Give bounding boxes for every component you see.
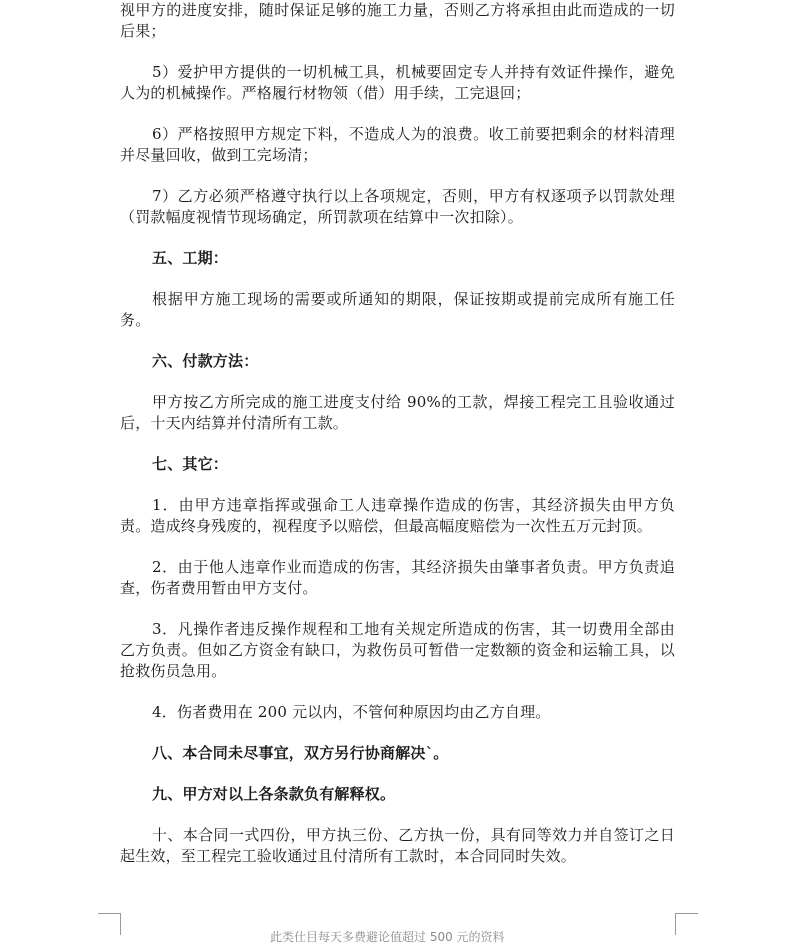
section-heading-other: 七、其它： bbox=[152, 455, 229, 473]
paragraph-continuation: 视甲方的进度安排，随时保证足够的施工力量，否则乙方将承担由此而造成的一切后果； bbox=[120, 1, 675, 40]
section-heading-eight: 八、本合同未尽事宜，双方另行协商解决`。 bbox=[152, 744, 449, 762]
document-body bbox=[120, 0, 675, 867]
section-heading-schedule: 五、工期： bbox=[152, 249, 229, 267]
clause-6: 6）严格按照甲方规定下料，不造成人为的浪费。收工前要把剩余的材料清理并尽量回收，做到工完场清； bbox=[120, 125, 675, 164]
section-heading-payment: 六、付款方法： bbox=[152, 352, 259, 370]
other-item-3: 3．凡操作者违反操作规程和工地有关规定所造成的伤害，其一切费用全部由乙方负责。但如乙方资金有缺口，为救伤员可暂借一定数额的资金和运输工具，以抢救伤员急用。 bbox=[120, 620, 675, 680]
page-corner-mark-left bbox=[98, 913, 121, 935]
schedule-text: 根据甲方施工现场的需要或所通知的期限，保证按期或提前完成所有施工任务。 bbox=[120, 290, 675, 329]
clause-5: 5）爱护甲方提供的一切机械工具，机械要固定专人并持有效证件操作，避免人为的机械操作。严格履行材物领（借）用手续，工完退回； bbox=[120, 63, 675, 102]
section-ten-text: 十、本合同一式四份，甲方执三份、乙方执一份，具有同等效力并自签订之日起生效，至工程完工验收通过且付清所有工款时，本合同同时失效。 bbox=[120, 826, 675, 865]
section-heading-nine: 九、甲方对以上各条款负有解释权。 bbox=[152, 785, 396, 803]
other-item-2: 2．由于他人违章作业而造成的伤害，其经济损失由肇事者负责。甲方负责追查，伤者费用暂由甲方支付。 bbox=[120, 558, 675, 597]
next-page-header-text: 此类仕目每天多费避论值超过 500 元的资料 bbox=[270, 930, 505, 944]
clause-7: 7）乙方必须严格遵守执行以上各项规定，否则，甲方有权逐项予以罚款处理（罚款幅度视情节现场确定，所罚款项在结算中一次扣除）。 bbox=[120, 187, 675, 226]
page-corner-mark-right bbox=[675, 913, 698, 935]
other-item-1: 1．由甲方违章指挥或强命工人违章操作造成的伤害，其经济损失由甲方负责。造成终身残废的，视程度予以赔偿，但最高幅度赔偿为一次性五万元封顶。 bbox=[120, 496, 675, 535]
other-item-4: 4．伤者费用在 200 元以内，不管何种原因均由乙方自理。 bbox=[152, 703, 551, 721]
payment-text: 甲方按乙方所完成的施工进度支付给 90%的工款，焊接工程完工且验收通过后，十天内结算并付清所有工款。 bbox=[120, 393, 675, 432]
